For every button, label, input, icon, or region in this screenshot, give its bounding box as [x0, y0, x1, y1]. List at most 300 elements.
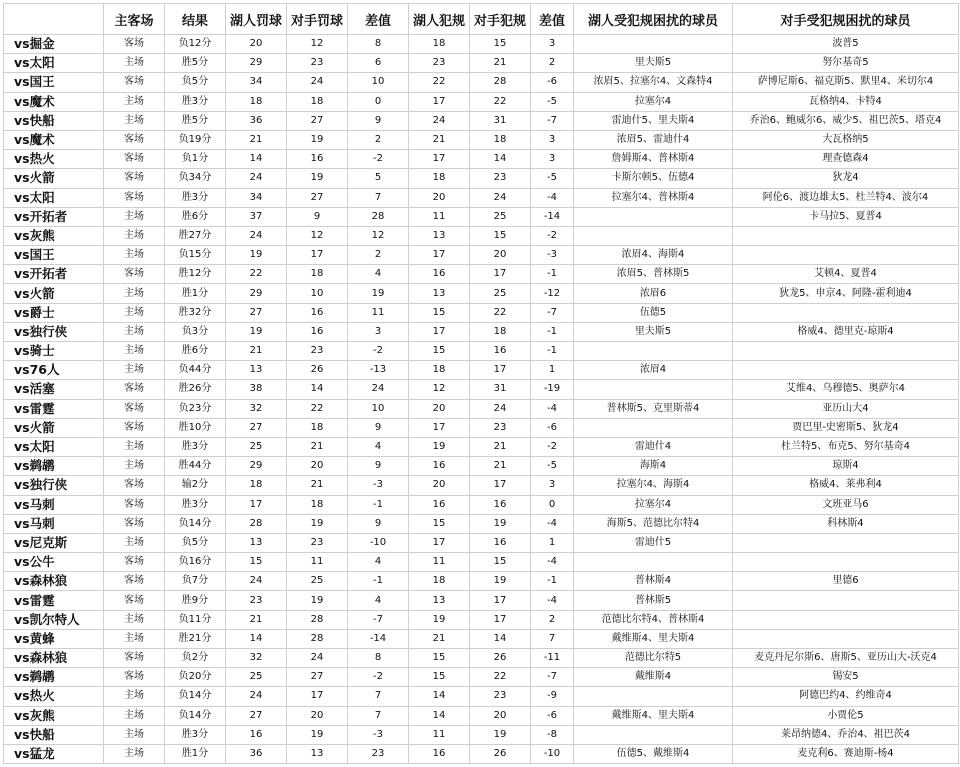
cell-venue: 主场 — [104, 533, 165, 552]
cell-lakers-fouls: 13 — [409, 226, 470, 245]
cell-lakers-fouls: 15 — [409, 342, 470, 361]
table-row — [4, 322, 959, 341]
cell-foul-diff: -14 — [531, 207, 574, 226]
cell-ft-diff: 4 — [348, 265, 409, 284]
cell-venue: 客场 — [104, 418, 165, 437]
cell-opp-ft: 19 — [287, 514, 348, 533]
cell-lakers-fouls: 16 — [409, 265, 470, 284]
cell-result: 负44分 — [165, 361, 226, 380]
cell-result: 胜3分 — [165, 92, 226, 111]
cell-ft-diff: 28 — [348, 207, 409, 226]
cell-foul-diff: -7 — [531, 111, 574, 130]
cell-opponent: vs热火 — [4, 150, 104, 169]
cell-opp-ft: 17 — [287, 687, 348, 706]
header-lakers-foul-trouble: 湖人受犯规困扰的球员 — [574, 4, 733, 35]
cell-lakers-ft: 21 — [226, 342, 287, 361]
cell-opp-fouls: 17 — [470, 591, 531, 610]
cell-result: 负5分 — [165, 73, 226, 92]
cell-foul-diff: -1 — [531, 322, 574, 341]
cell-opponent: vs公牛 — [4, 553, 104, 572]
cell-opp-ft: 9 — [287, 207, 348, 226]
cell-opp-ft: 27 — [287, 111, 348, 130]
cell-result: 胜1分 — [165, 744, 226, 763]
cell-opponent: vs太阳 — [4, 188, 104, 207]
cell-lakers-ft: 38 — [226, 380, 287, 399]
cell-ft-diff: 6 — [348, 54, 409, 73]
cell-lakers-ft: 18 — [226, 92, 287, 111]
cell-result: 胜21分 — [165, 629, 226, 648]
cell-foul-diff: -8 — [531, 725, 574, 744]
cell-lakers-foul-trouble: 海斯4 — [574, 457, 733, 476]
table-row — [4, 111, 959, 130]
cell-opp-fouls: 16 — [470, 495, 531, 514]
cell-lakers-foul-trouble: 戴维斯4、里夫斯4 — [574, 706, 733, 725]
cell-result: 胜6分 — [165, 207, 226, 226]
cell-foul-diff: -4 — [531, 591, 574, 610]
cell-opp-ft: 20 — [287, 706, 348, 725]
cell-opp-foul-trouble — [733, 246, 959, 265]
cell-opp-fouls: 24 — [470, 399, 531, 418]
cell-opponent: vs独行侠 — [4, 322, 104, 341]
cell-result: 负34分 — [165, 169, 226, 188]
cell-lakers-fouls: 16 — [409, 495, 470, 514]
cell-opp-ft: 23 — [287, 533, 348, 552]
cell-result: 胜6分 — [165, 342, 226, 361]
cell-lakers-ft: 29 — [226, 54, 287, 73]
cell-foul-diff: -1 — [531, 265, 574, 284]
cell-foul-diff: -1 — [531, 572, 574, 591]
cell-opp-foul-trouble: 麦克丹尼尔斯6、唐斯5、亚历山大-沃克4 — [733, 649, 959, 668]
table-row — [4, 629, 959, 648]
cell-opponent: vs火箭 — [4, 284, 104, 303]
cell-ft-diff: -14 — [348, 629, 409, 648]
cell-lakers-ft: 15 — [226, 553, 287, 572]
cell-opponent: vs魔术 — [4, 92, 104, 111]
cell-lakers-foul-trouble — [574, 342, 733, 361]
cell-result: 胜27分 — [165, 226, 226, 245]
cell-foul-diff: -1 — [531, 342, 574, 361]
cell-venue: 客场 — [104, 591, 165, 610]
cell-venue: 主场 — [104, 687, 165, 706]
header-opp-foul-trouble: 对手受犯规困扰的球员 — [733, 4, 959, 35]
cell-opp-ft: 28 — [287, 610, 348, 629]
cell-lakers-ft: 17 — [226, 495, 287, 514]
cell-ft-diff: 3 — [348, 322, 409, 341]
cell-venue: 主场 — [104, 361, 165, 380]
cell-foul-diff: 1 — [531, 533, 574, 552]
cell-opp-foul-trouble: 阿德巴约4、约维奇4 — [733, 687, 959, 706]
header-opp-fouls: 对手犯规 — [470, 4, 531, 35]
cell-opp-fouls: 28 — [470, 73, 531, 92]
cell-venue: 主场 — [104, 207, 165, 226]
cell-opponent: vs鹈鹕 — [4, 457, 104, 476]
cell-lakers-ft: 34 — [226, 188, 287, 207]
cell-opp-fouls: 26 — [470, 649, 531, 668]
cell-opp-fouls: 19 — [470, 514, 531, 533]
cell-opp-ft: 20 — [287, 457, 348, 476]
cell-lakers-foul-trouble — [574, 725, 733, 744]
table-row — [4, 744, 959, 763]
cell-opp-ft: 19 — [287, 169, 348, 188]
cell-foul-diff: 3 — [531, 150, 574, 169]
cell-venue: 客场 — [104, 668, 165, 687]
cell-opp-foul-trouble: 萨博尼斯6、福克斯5、默里4、米切尔4 — [733, 73, 959, 92]
cell-result: 胜3分 — [165, 437, 226, 456]
cell-lakers-fouls: 19 — [409, 437, 470, 456]
cell-lakers-foul-trouble: 詹姆斯4、普林斯4 — [574, 150, 733, 169]
cell-opp-foul-trouble: 锡安5 — [733, 668, 959, 687]
cell-lakers-fouls: 18 — [409, 169, 470, 188]
cell-venue: 客场 — [104, 649, 165, 668]
cell-opp-fouls: 31 — [470, 111, 531, 130]
table-row — [4, 361, 959, 380]
cell-lakers-fouls: 16 — [409, 457, 470, 476]
cell-venue: 主场 — [104, 322, 165, 341]
cell-ft-diff: 9 — [348, 111, 409, 130]
table-row — [4, 418, 959, 437]
cell-opp-fouls: 16 — [470, 533, 531, 552]
cell-opp-foul-trouble: 文班亚马6 — [733, 495, 959, 514]
cell-opp-fouls: 23 — [470, 169, 531, 188]
cell-opponent: vs开拓者 — [4, 265, 104, 284]
cell-lakers-ft: 18 — [226, 476, 287, 495]
cell-ft-diff: 7 — [348, 188, 409, 207]
cell-venue: 主场 — [104, 92, 165, 111]
cell-venue: 客场 — [104, 495, 165, 514]
cell-ft-diff: -3 — [348, 725, 409, 744]
cell-venue: 客场 — [104, 150, 165, 169]
cell-foul-diff: 3 — [531, 476, 574, 495]
cell-opp-foul-trouble — [733, 303, 959, 322]
cell-foul-diff: 2 — [531, 54, 574, 73]
header-lakers-ft: 湖人罚球 — [226, 4, 287, 35]
cell-opp-ft: 24 — [287, 649, 348, 668]
cell-opp-ft: 18 — [287, 418, 348, 437]
cell-lakers-foul-trouble: 浓眉5、雷迪什4 — [574, 130, 733, 149]
cell-opp-foul-trouble: 理查德森4 — [733, 150, 959, 169]
cell-lakers-foul-trouble: 拉塞尔4 — [574, 495, 733, 514]
cell-lakers-fouls: 17 — [409, 533, 470, 552]
cell-foul-diff: -3 — [531, 246, 574, 265]
cell-lakers-ft: 24 — [226, 687, 287, 706]
cell-lakers-foul-trouble: 浓眉5、普林斯5 — [574, 265, 733, 284]
cell-opp-foul-trouble — [733, 610, 959, 629]
cell-opp-fouls: 15 — [470, 553, 531, 572]
cell-opp-ft: 28 — [287, 629, 348, 648]
cell-ft-diff: 2 — [348, 130, 409, 149]
cell-foul-diff: 1 — [531, 361, 574, 380]
table-row — [4, 342, 959, 361]
cell-result: 胜12分 — [165, 265, 226, 284]
cell-lakers-fouls: 21 — [409, 130, 470, 149]
cell-lakers-fouls: 14 — [409, 706, 470, 725]
cell-opp-fouls: 22 — [470, 303, 531, 322]
cell-lakers-ft: 32 — [226, 649, 287, 668]
header-opp-ft: 对手罚球 — [287, 4, 348, 35]
table-row — [4, 457, 959, 476]
cell-opp-foul-trouble: 瓦格纳4、卡特4 — [733, 92, 959, 111]
cell-opp-fouls: 20 — [470, 246, 531, 265]
cell-opp-foul-trouble: 科林斯4 — [733, 514, 959, 533]
cell-lakers-ft: 36 — [226, 744, 287, 763]
cell-opp-foul-trouble — [733, 533, 959, 552]
cell-lakers-foul-trouble: 拉塞尔4、海斯4 — [574, 476, 733, 495]
cell-opp-fouls: 17 — [470, 265, 531, 284]
cell-result: 胜5分 — [165, 54, 226, 73]
table-body — [4, 35, 959, 764]
cell-lakers-fouls: 23 — [409, 54, 470, 73]
cell-result: 负11分 — [165, 610, 226, 629]
table-row — [4, 495, 959, 514]
cell-ft-diff: 4 — [348, 553, 409, 572]
cell-lakers-fouls: 17 — [409, 418, 470, 437]
cell-opp-foul-trouble: 亚历山大4 — [733, 399, 959, 418]
cell-result: 负3分 — [165, 322, 226, 341]
cell-lakers-fouls: 24 — [409, 111, 470, 130]
cell-venue: 主场 — [104, 610, 165, 629]
cell-venue: 主场 — [104, 54, 165, 73]
cell-lakers-ft: 28 — [226, 514, 287, 533]
cell-result: 负16分 — [165, 553, 226, 572]
cell-lakers-foul-trouble: 浓眉4、海斯4 — [574, 246, 733, 265]
cell-foul-diff: 2 — [531, 610, 574, 629]
cell-lakers-foul-trouble: 雷迪什5 — [574, 533, 733, 552]
cell-lakers-fouls: 17 — [409, 92, 470, 111]
cell-opp-foul-trouble — [733, 629, 959, 648]
cell-opponent: vs掘金 — [4, 35, 104, 54]
table-row — [4, 303, 959, 322]
cell-opp-ft: 16 — [287, 322, 348, 341]
table-row — [4, 92, 959, 111]
cell-opponent: vs鹈鹕 — [4, 668, 104, 687]
cell-ft-diff: 23 — [348, 744, 409, 763]
cell-ft-diff: 12 — [348, 226, 409, 245]
cell-lakers-ft: 24 — [226, 572, 287, 591]
cell-venue: 主场 — [104, 629, 165, 648]
cell-lakers-fouls: 18 — [409, 35, 470, 54]
cell-lakers-ft: 37 — [226, 207, 287, 226]
cell-lakers-foul-trouble — [574, 687, 733, 706]
cell-foul-diff: 0 — [531, 495, 574, 514]
header-ft-diff: 差值 — [348, 4, 409, 35]
cell-venue: 客场 — [104, 130, 165, 149]
cell-lakers-fouls: 20 — [409, 476, 470, 495]
cell-result: 负20分 — [165, 668, 226, 687]
cell-opp-fouls: 15 — [470, 226, 531, 245]
table-row — [4, 591, 959, 610]
cell-lakers-ft: 19 — [226, 322, 287, 341]
cell-foul-diff: 7 — [531, 629, 574, 648]
cell-venue: 主场 — [104, 744, 165, 763]
cell-ft-diff: 10 — [348, 73, 409, 92]
cell-ft-diff: 10 — [348, 399, 409, 418]
cell-lakers-ft: 29 — [226, 284, 287, 303]
cell-opp-fouls: 19 — [470, 572, 531, 591]
table-row — [4, 73, 959, 92]
cell-ft-diff: -2 — [348, 342, 409, 361]
cell-opponent: vs魔术 — [4, 130, 104, 149]
cell-opp-fouls: 17 — [470, 476, 531, 495]
cell-opp-foul-trouble: 乔治6、鲍威尔6、威少5、祖巴茨5、塔克4 — [733, 111, 959, 130]
cell-result: 胜3分 — [165, 725, 226, 744]
cell-opp-foul-trouble: 麦克利6、赛迪斯-杨4 — [733, 744, 959, 763]
cell-lakers-foul-trouble: 伍德5、戴维斯4 — [574, 744, 733, 763]
table-row — [4, 130, 959, 149]
cell-result: 胜32分 — [165, 303, 226, 322]
cell-opp-ft: 18 — [287, 265, 348, 284]
cell-opp-ft: 27 — [287, 668, 348, 687]
cell-opp-foul-trouble: 小贾伦5 — [733, 706, 959, 725]
cell-opp-fouls: 25 — [470, 207, 531, 226]
cell-lakers-fouls: 15 — [409, 303, 470, 322]
cell-lakers-fouls: 15 — [409, 668, 470, 687]
cell-ft-diff: 8 — [348, 35, 409, 54]
cell-result: 胜44分 — [165, 457, 226, 476]
cell-lakers-ft: 14 — [226, 150, 287, 169]
cell-opp-fouls: 22 — [470, 92, 531, 111]
cell-foul-diff: -6 — [531, 706, 574, 725]
header-opponent — [4, 4, 104, 35]
cell-venue: 主场 — [104, 706, 165, 725]
cell-lakers-foul-trouble: 范德比尔特4、普林斯4 — [574, 610, 733, 629]
cell-lakers-fouls: 16 — [409, 744, 470, 763]
cell-opp-ft: 19 — [287, 725, 348, 744]
cell-opp-fouls: 18 — [470, 130, 531, 149]
cell-venue: 主场 — [104, 284, 165, 303]
cell-venue: 主场 — [104, 226, 165, 245]
cell-lakers-fouls: 11 — [409, 553, 470, 572]
cell-lakers-ft: 24 — [226, 169, 287, 188]
cell-lakers-fouls: 15 — [409, 514, 470, 533]
cell-opponent: vs太阳 — [4, 437, 104, 456]
cell-ft-diff: 7 — [348, 706, 409, 725]
cell-opponent: vs灰熊 — [4, 226, 104, 245]
cell-lakers-ft: 13 — [226, 533, 287, 552]
cell-opp-foul-trouble: 贾巴里-史密斯5、狄龙4 — [733, 418, 959, 437]
cell-result: 输2分 — [165, 476, 226, 495]
cell-result: 胜1分 — [165, 284, 226, 303]
cell-opp-foul-trouble: 狄龙4 — [733, 169, 959, 188]
cell-lakers-ft: 16 — [226, 725, 287, 744]
cell-opp-fouls: 14 — [470, 629, 531, 648]
cell-opp-ft: 19 — [287, 591, 348, 610]
cell-lakers-ft: 34 — [226, 73, 287, 92]
cell-opp-ft: 25 — [287, 572, 348, 591]
cell-lakers-foul-trouble: 海斯5、范德比尔特4 — [574, 514, 733, 533]
cell-lakers-ft: 21 — [226, 610, 287, 629]
cell-lakers-fouls: 17 — [409, 246, 470, 265]
cell-foul-diff: 3 — [531, 35, 574, 54]
cell-venue: 客场 — [104, 399, 165, 418]
cell-opp-ft: 18 — [287, 92, 348, 111]
cell-opp-ft: 22 — [287, 399, 348, 418]
cell-opponent: vs快船 — [4, 725, 104, 744]
header-foul-diff: 差值 — [531, 4, 574, 35]
cell-opp-ft: 19 — [287, 130, 348, 149]
header-result: 结果 — [165, 4, 226, 35]
cell-opp-ft: 16 — [287, 303, 348, 322]
cell-ft-diff: 7 — [348, 687, 409, 706]
table-row — [4, 476, 959, 495]
cell-lakers-fouls: 20 — [409, 399, 470, 418]
cell-opp-fouls: 25 — [470, 284, 531, 303]
cell-ft-diff: 0 — [348, 92, 409, 111]
cell-result: 负12分 — [165, 35, 226, 54]
table-row — [4, 284, 959, 303]
cell-lakers-ft: 13 — [226, 361, 287, 380]
cell-ft-diff: 5 — [348, 169, 409, 188]
cell-opp-ft: 24 — [287, 73, 348, 92]
cell-opp-fouls: 23 — [470, 418, 531, 437]
cell-opp-ft: 23 — [287, 54, 348, 73]
header-row — [4, 4, 959, 35]
cell-opponent: vs森林狼 — [4, 649, 104, 668]
cell-opp-ft: 14 — [287, 380, 348, 399]
cell-opp-foul-trouble: 努尔基奇5 — [733, 54, 959, 73]
cell-result: 负2分 — [165, 649, 226, 668]
cell-opp-ft: 26 — [287, 361, 348, 380]
cell-opp-foul-trouble: 艾顿4、夏普4 — [733, 265, 959, 284]
cell-ft-diff: 9 — [348, 514, 409, 533]
cell-result: 负1分 — [165, 150, 226, 169]
cell-opp-foul-trouble: 格威4、德里克-琼斯4 — [733, 322, 959, 341]
cell-lakers-fouls: 11 — [409, 725, 470, 744]
table-row — [4, 399, 959, 418]
header-lakers-fouls: 湖人犯规 — [409, 4, 470, 35]
table-row — [4, 725, 959, 744]
cell-foul-diff: -4 — [531, 553, 574, 572]
table-row — [4, 514, 959, 533]
cell-ft-diff: 8 — [348, 649, 409, 668]
table-row — [4, 668, 959, 687]
cell-venue: 客场 — [104, 35, 165, 54]
cell-opponent: vs76人 — [4, 361, 104, 380]
cell-lakers-fouls: 13 — [409, 284, 470, 303]
cell-lakers-ft: 24 — [226, 226, 287, 245]
header-venue: 主客场 — [104, 4, 165, 35]
table-row — [4, 649, 959, 668]
table-row — [4, 35, 959, 54]
cell-lakers-foul-trouble — [574, 226, 733, 245]
cell-foul-diff: 3 — [531, 130, 574, 149]
cell-lakers-fouls: 18 — [409, 572, 470, 591]
cell-opp-foul-trouble — [733, 361, 959, 380]
cell-opp-ft: 23 — [287, 342, 348, 361]
cell-opp-foul-trouble: 格威4、莱弗利4 — [733, 476, 959, 495]
cell-foul-diff: -4 — [531, 514, 574, 533]
cell-lakers-foul-trouble: 雷迪什4 — [574, 437, 733, 456]
cell-lakers-ft: 20 — [226, 35, 287, 54]
cell-opp-foul-trouble — [733, 591, 959, 610]
cell-ft-diff: -13 — [348, 361, 409, 380]
cell-lakers-ft: 25 — [226, 668, 287, 687]
cell-result: 负23分 — [165, 399, 226, 418]
cell-opp-foul-trouble: 波普5 — [733, 35, 959, 54]
cell-venue: 主场 — [104, 437, 165, 456]
cell-lakers-ft: 14 — [226, 629, 287, 648]
cell-opponent: vs开拓者 — [4, 207, 104, 226]
cell-ft-diff: 9 — [348, 418, 409, 437]
cell-lakers-foul-trouble: 浓眉5、拉塞尔4、文森特4 — [574, 73, 733, 92]
cell-foul-diff: -5 — [531, 457, 574, 476]
table-row — [4, 207, 959, 226]
cell-opponent: vs热火 — [4, 687, 104, 706]
cell-lakers-fouls: 20 — [409, 188, 470, 207]
cell-opp-ft: 17 — [287, 246, 348, 265]
cell-result: 胜26分 — [165, 380, 226, 399]
cell-opp-foul-trouble — [733, 553, 959, 572]
cell-opp-ft: 10 — [287, 284, 348, 303]
